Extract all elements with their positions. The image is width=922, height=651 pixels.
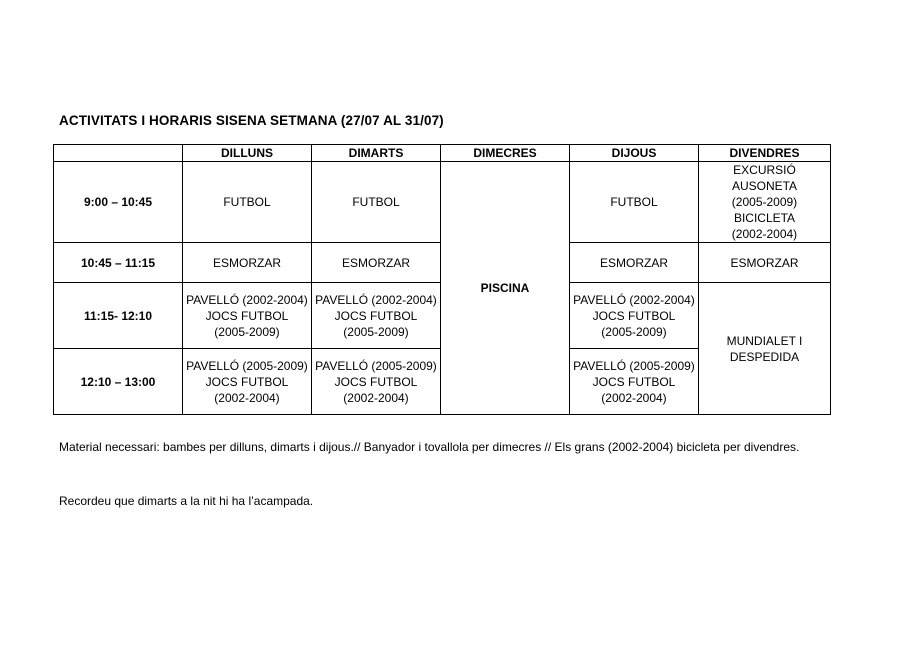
cell-divendres: EXCURSIÓ AUSONETA (2005-2009) BICICLETA (2002-2004) [699,162,831,243]
header-dimecres: DIMECRES [441,145,570,162]
time-cell: 10:45 – 11:15 [54,243,183,283]
cell-dimarts: PAVELLÓ (2002-2004) JOCS FUTBOL (2005-2009) [312,283,441,349]
header-dimarts: DIMARTS [312,145,441,162]
page-title: ACTIVITATS I HORARIS SISENA SETMANA (27/07 AL 31/07) [59,113,444,128]
cell-dimecres-piscina: PISCINA [441,162,570,415]
cell-dimarts: PAVELLÓ (2005-2009) JOCS FUTBOL (2002-2004) [312,349,441,415]
cell-dilluns: FUTBOL [183,162,312,243]
cell-dijous: ESMORZAR [570,243,699,283]
header-dilluns: DILLUNS [183,145,312,162]
cell-dijous: PAVELLÓ (2002-2004) JOCS FUTBOL (2005-2009) [570,283,699,349]
cell-dilluns: PAVELLÓ (2005-2009) JOCS FUTBOL (2002-2004) [183,349,312,415]
cell-dilluns: ESMORZAR [183,243,312,283]
cell-dijous: PAVELLÓ (2005-2009) JOCS FUTBOL (2002-2004) [570,349,699,415]
cell-dimarts: ESMORZAR [312,243,441,283]
schedule-table [53,144,831,415]
cell-dilluns: PAVELLÓ (2002-2004) JOCS FUTBOL (2005-2009) [183,283,312,349]
time-cell: 11:15- 12:10 [54,283,183,349]
table-row [54,162,831,243]
cell-divendres-mundialet: MUNDIALET I DESPEDIDA [699,283,831,415]
time-cell: 9:00 – 10:45 [54,162,183,243]
cell-dijous: FUTBOL [570,162,699,243]
cell-divendres: ESMORZAR [699,243,831,283]
material-note: Material necessari: bambes per dilluns, dimarts i dijous.// Banyador i tovallola per dimecres // Els grans (2002-2004) bicicleta per divendres. [59,440,800,454]
header-divendres: DIVENDRES [699,145,831,162]
acampada-note: Recordeu que dimarts a la nit hi ha l’acampada. [59,494,314,508]
header-empty [54,145,183,162]
header-row [54,145,831,162]
cell-dimarts: FUTBOL [312,162,441,243]
time-cell: 12:10 – 13:00 [54,349,183,415]
header-dijous: DIJOUS [570,145,699,162]
